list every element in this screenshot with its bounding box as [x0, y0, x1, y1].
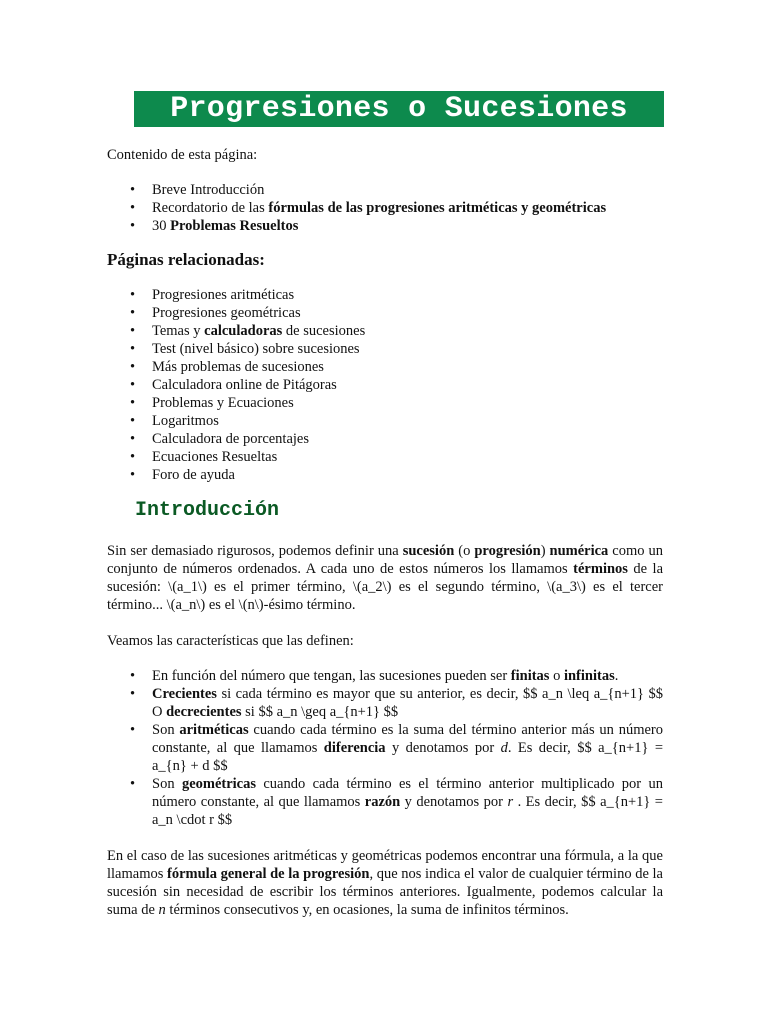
characteristic-geometric: • Son geométricas cuando cada término es el término anterior multiplicado por un número constante, al que llamamos razón y denotamos por r . Es decir, $$ a_{n+1} = a_n \cdot r $$	[152, 775, 663, 829]
characteristic-monotonic: • Crecientes si cada término es mayor que su anterior, es decir, $$ a_n \leq a_{n+1} $$ O decrecientes si $$ a_n \geq a_{n+1} $$	[152, 685, 663, 721]
related-pages-list	[107, 286, 663, 484]
related-link-aritmeticas[interactable]: • Progresiones aritméticas	[152, 286, 663, 304]
page-title-banner: Progresiones o Sucesiones	[134, 91, 664, 127]
related-link-problemas-ecuaciones[interactable]: • Problemas y Ecuaciones	[152, 394, 663, 412]
related-link-geometricas[interactable]: • Progresiones geométricas	[152, 304, 663, 322]
intro-paragraph-definition: Sin ser demasiado rigurosos, podemos definir una sucesión (o progresión) numérica como un conjunto de números ordenados. A cada uno de estos números los llamamos términos de la sucesión: \(a_1\) es el primer término, \(a_2\) es el segundo término, \(a_3\) es el tercer término... \(a_n\) es el \(n\)-ésimo término.	[107, 543, 664, 613]
related-link-foro[interactable]: • Foro de ayuda	[152, 466, 663, 484]
related-link-porcentajes[interactable]: • Calculadora de porcentajes	[152, 430, 663, 448]
related-link-logaritmos[interactable]: • Logaritmos	[152, 412, 663, 430]
main-content	[107, 146, 663, 919]
contents-item-problems[interactable]: • 30 Problemas Resueltos	[152, 217, 663, 235]
intro-heading: Introducción	[135, 499, 280, 522]
related-pages-heading: Páginas relacionadas:	[107, 250, 265, 269]
characteristic-arithmetic: • Son aritméticas cuando cada término es la suma del término anterior más un número constante, al que llamamos diferencia y denotamos por d. Es decir, $$ a_{n+1} = a_{n} + d $$	[152, 721, 663, 775]
contents-item-intro[interactable]: • Breve Introducción	[152, 181, 663, 199]
intro-paragraph-general-formula: En el caso de las sucesiones aritméticas y geométricas podemos encontrar una fórmula, a la que llamamos fórmula general de la progresión, que nos indica el valor de cualquier término de la sucesión sin necesidad de escribir los términos anteriores. Igualmente, podemos calcular la suma de n términos consecutivos y, en ocasiones, la suma de infinitos términos.	[107, 848, 663, 918]
contents-label: Contenido de esta página:	[107, 147, 258, 163]
related-link-temas-calculadoras[interactable]: • Temas y calculadoras de sucesiones	[152, 322, 663, 340]
related-link-mas-problemas[interactable]: • Más problemas de sucesiones	[152, 358, 663, 376]
characteristics-list	[107, 667, 663, 829]
related-link-test[interactable]: • Test (nivel básico) sobre sucesiones	[152, 340, 663, 358]
intro-paragraph-characteristics: Veamos las características que las definen:	[107, 633, 354, 649]
characteristic-finite-infinite: • En función del número que tengan, las sucesiones pueden ser finitas o infinitas.	[152, 667, 663, 685]
related-link-ecuaciones-resueltas[interactable]: • Ecuaciones Resueltas	[152, 448, 663, 466]
contents-list	[107, 181, 663, 235]
related-link-pitagoras[interactable]: • Calculadora online de Pitágoras	[152, 376, 663, 394]
contents-item-formulas[interactable]: • Recordatorio de las fórmulas de las progresiones aritméticas y geométricas	[152, 199, 663, 217]
